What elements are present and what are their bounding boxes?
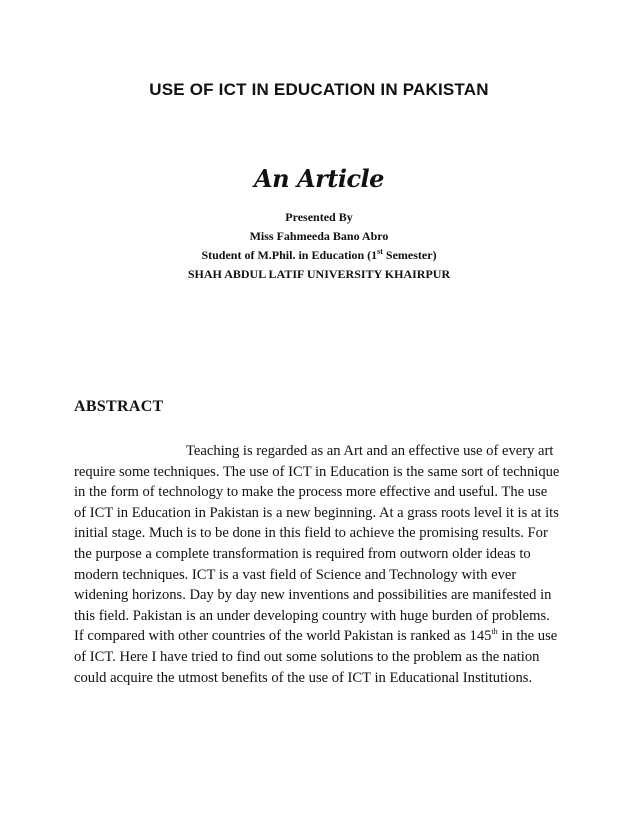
program-superscript: st bbox=[377, 247, 383, 256]
abstract-line: could acquire the utmost benefits of the use of ICT in Educational Institutions. bbox=[74, 669, 533, 686]
ordinal-superscript: th bbox=[491, 627, 498, 637]
abstract-body bbox=[74, 441, 566, 688]
university-name: SHAH ABDUL LATIF UNIVERSITY KHAIRPUR bbox=[187, 267, 451, 281]
abstract-line-prefix: If compared with other countries of the world Pakistan is ranked as 145 bbox=[74, 628, 492, 645]
abstract-line-suffix: in the use bbox=[497, 628, 558, 645]
abstract-line: require some techniques. The use of ICT in Education is the same sort of technique bbox=[74, 463, 560, 480]
program-suffix: Semester) bbox=[382, 248, 437, 262]
abstract-line: initial stage. Much is to be done in this field to achieve the promising results. For bbox=[74, 525, 548, 542]
abstract-line: of ICT in Education in Pakistan is a new beginning. At a grass roots level it is at its bbox=[74, 504, 559, 521]
abstract-line: Teaching is regarded as an Art and an effective use of every art bbox=[186, 443, 554, 459]
author-name: Miss Fahmeeda Bano Abro bbox=[249, 229, 389, 243]
abstract-line: in the form of technology to make the process more effective and useful. The use bbox=[74, 484, 548, 501]
presented-by-label: Presented By bbox=[285, 210, 353, 224]
abstract-heading: ABSTRACT bbox=[74, 398, 164, 415]
article-subtitle: An Article bbox=[254, 164, 384, 193]
program-prefix: Student of M.Phil. in Education (1 bbox=[201, 248, 378, 262]
abstract-line: widening horizons. Day by day new inventions and possibilities are manifested in bbox=[74, 587, 552, 604]
abstract-line: of ICT. Here I have tried to find out some solutions to the problem as the nation bbox=[74, 648, 540, 665]
abstract-line: this field. Pakistan is an under developing country with huge burden of problems. bbox=[74, 607, 550, 624]
abstract-line bbox=[74, 626, 566, 647]
presenter-block bbox=[0, 208, 638, 284]
abstract-line: the purpose a complete transformation is required from outworn older ideas to bbox=[74, 545, 531, 562]
program-line bbox=[0, 246, 638, 265]
abstract-line: modern techniques. ICT is a vast field of Science and Technology with ever bbox=[74, 566, 517, 583]
page-title: USE OF ICT IN EDUCATION IN PAKISTAN bbox=[149, 80, 489, 99]
